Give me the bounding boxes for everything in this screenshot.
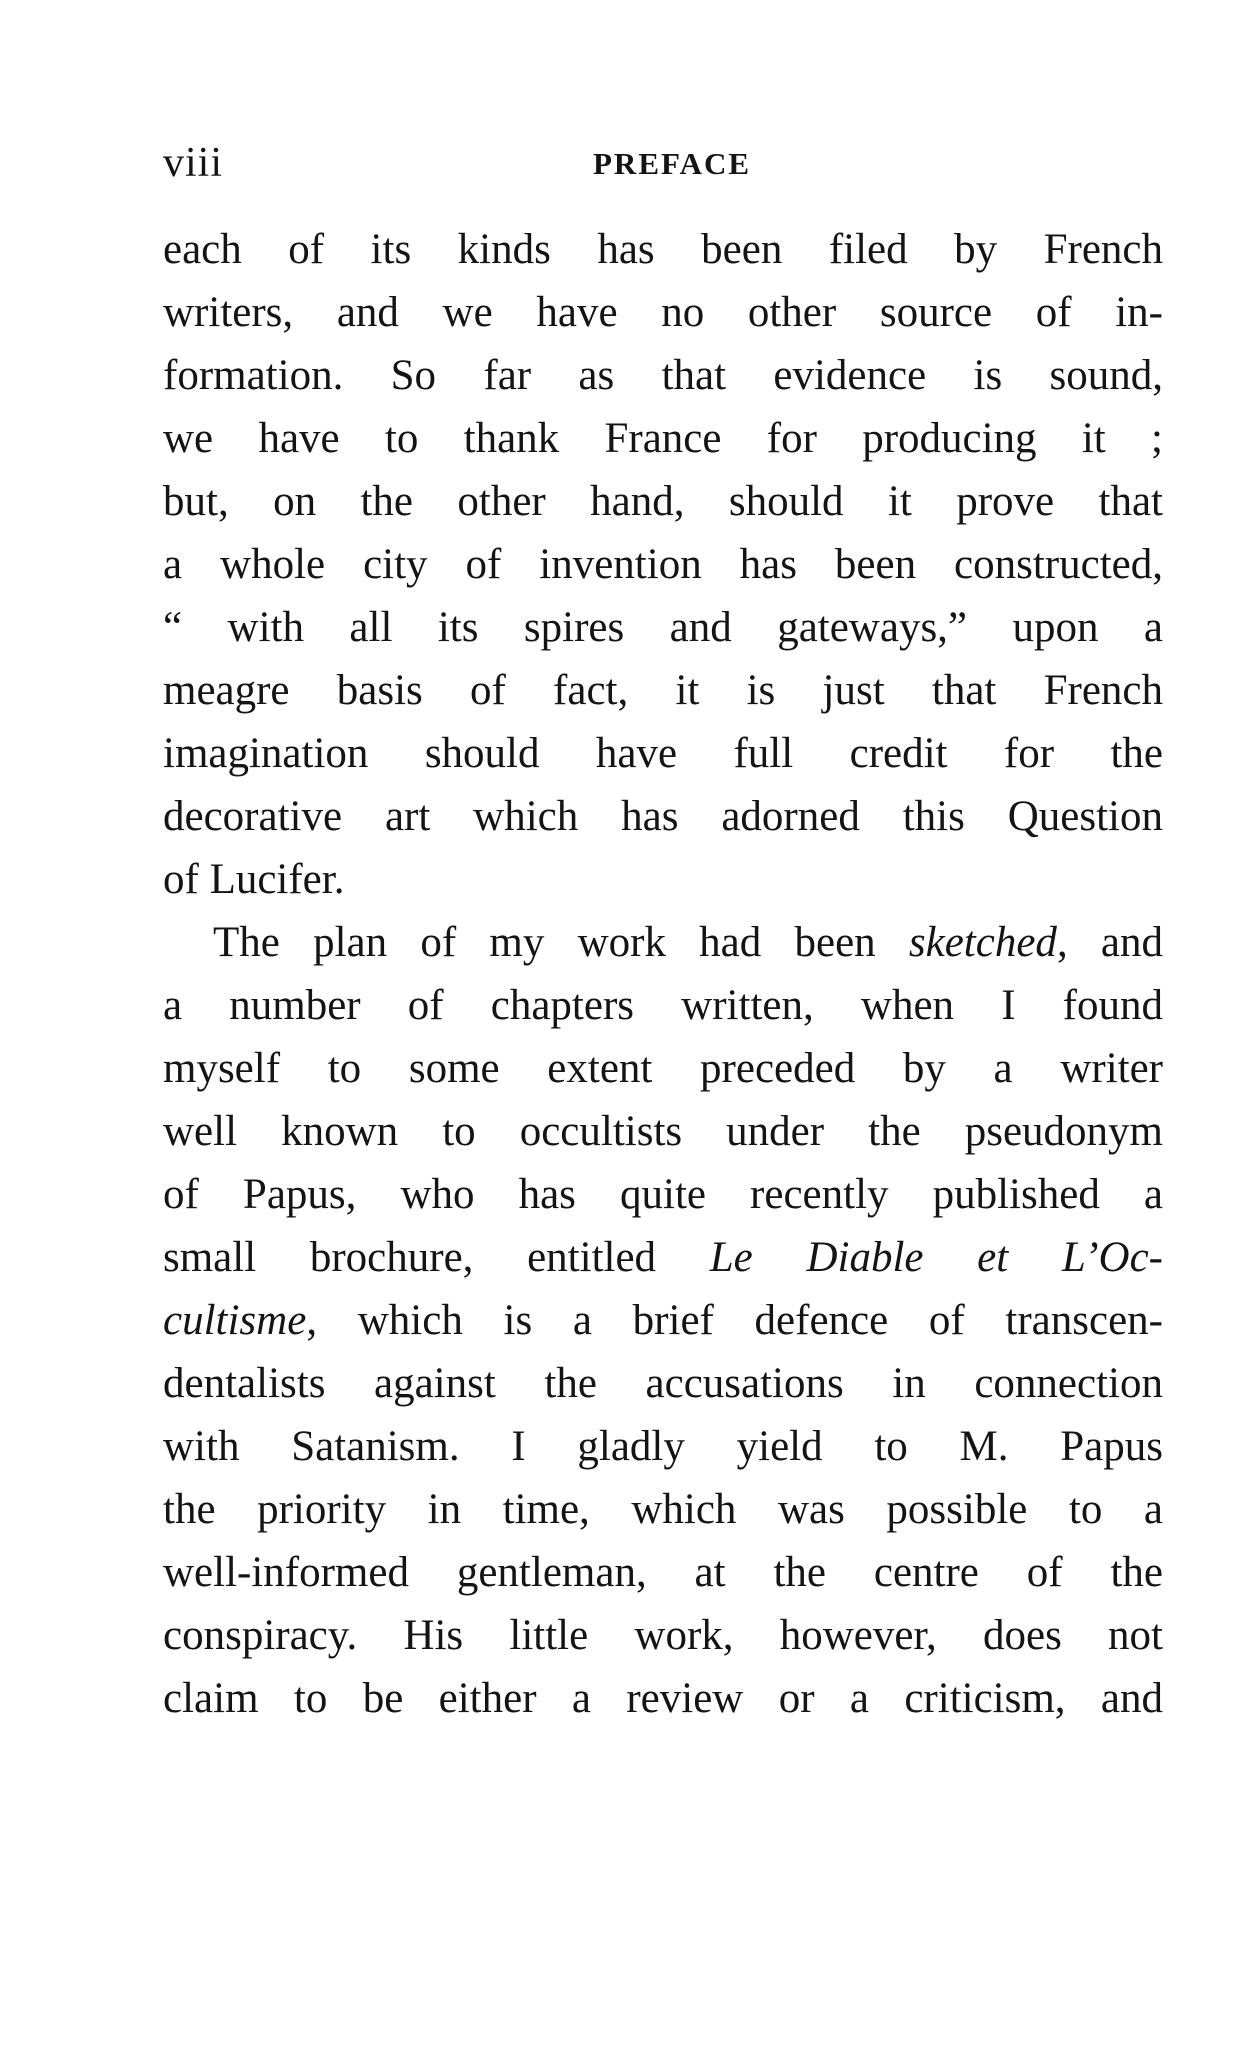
running-title: PREFACE xyxy=(593,146,752,181)
text-line: “ with all its spires and gateways,” upon a xyxy=(163,604,1163,651)
text-line: with Satanism. I gladly yield to M. Papus xyxy=(163,1423,1163,1470)
text-line: well known to occultists under the pseudonym xyxy=(163,1108,1163,1155)
text-line: we have to thank France for producing it ; xyxy=(163,415,1163,462)
text-line: The plan of my work had been sketched, and xyxy=(213,919,1164,966)
text-line: a number of chapters written, when I found xyxy=(163,982,1163,1029)
text-line: writers, and we have no other source of in- xyxy=(163,289,1163,336)
text-line: of Papus, who has quite recently published a xyxy=(163,1171,1163,1218)
text-line: formation. So far as that evidence is sound, xyxy=(163,352,1163,399)
running-head xyxy=(163,138,1163,188)
text-line: decorative art which has adorned this Question xyxy=(163,793,1163,840)
text-line: a whole city of invention has been constructed, xyxy=(163,541,1163,588)
text-line: but, on the other hand, should it prove that xyxy=(163,478,1163,525)
text-line: meagre basis of fact, it is just that French xyxy=(163,667,1163,714)
text-line: each of its kinds has been filed by French xyxy=(163,226,1163,273)
text-line: imagination should have full credit for the xyxy=(163,730,1163,777)
text-line: of Lucifer. xyxy=(163,856,345,903)
text-line: myself to some extent preceded by a writer xyxy=(163,1045,1163,1092)
text-line: dentalists against the accusations in connection xyxy=(163,1360,1163,1407)
page-number: viii xyxy=(163,140,224,186)
text-line: the priority in time, which was possible to a xyxy=(163,1486,1163,1533)
text-line: claim to be either a review or a criticism, and xyxy=(163,1675,1163,1722)
text-line: conspiracy. His little work, however, does not xyxy=(163,1612,1163,1659)
body-text xyxy=(163,218,1163,1730)
text-line: well-informed gentleman, at the centre of the xyxy=(163,1549,1163,1596)
text-line: small brochure, entitled Le Diable et L’Oc- xyxy=(163,1234,1163,1281)
text-line: cultisme, which is a brief defence of transcen- xyxy=(163,1297,1163,1344)
